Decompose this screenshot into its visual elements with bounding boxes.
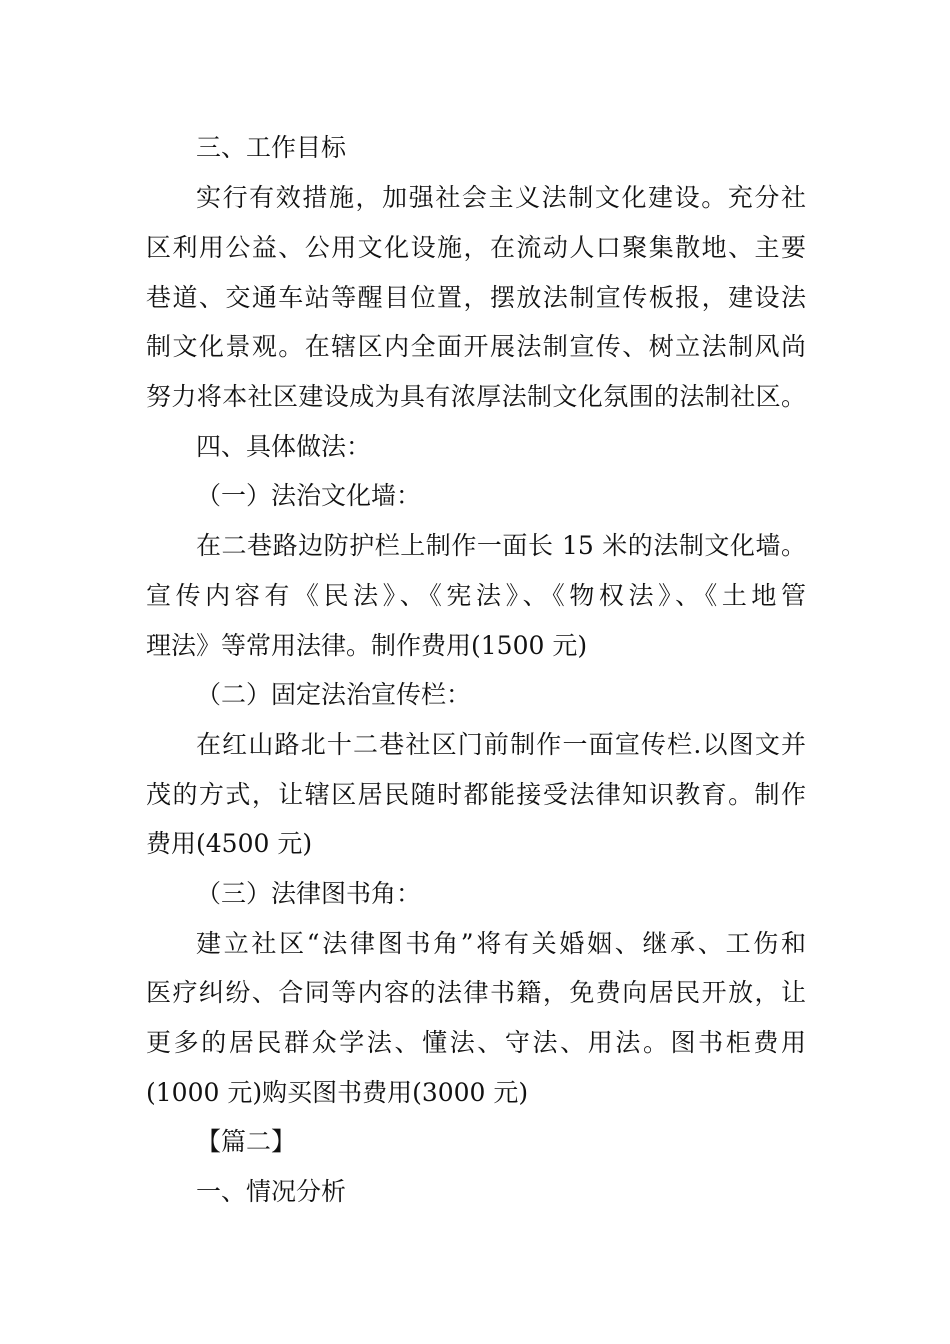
paragraph-line: 在红山路北十二巷社区门前制作一面宣传栏.以图文并 bbox=[196, 730, 806, 759]
paragraph-line: 医疗纠纷、合同等内容的法律书籍，免费向居民开放，让 bbox=[146, 978, 806, 1007]
heading-work-goals: 三、工作目标 bbox=[196, 133, 347, 162]
paragraph-line: (1000 元)购买图书费用(3000 元) bbox=[146, 1078, 529, 1107]
paragraph-line: 努力将本社区建设成为具有浓厚法制文化氛围的法制社区。 bbox=[146, 382, 806, 411]
paragraph-line: 制文化景观。在辖区内全面开展法制宣传、树立法制风尚 bbox=[146, 332, 806, 361]
section-title-part-two: 【篇二】 bbox=[196, 1127, 297, 1156]
subheading-culture-wall: （一）法治文化墙： bbox=[196, 481, 422, 510]
subheading-publicity-board: （二）固定法治宣传栏： bbox=[196, 680, 472, 709]
subheading-law-book-corner: （三）法律图书角： bbox=[196, 879, 422, 908]
heading-specific-methods: 四、具体做法： bbox=[196, 432, 372, 461]
paragraph-line: 费用(4500 元) bbox=[146, 829, 313, 858]
paragraph-line: 区利用公益、公用文化设施，在流动人口聚集散地、主要 bbox=[146, 233, 806, 262]
paragraph-line: 宣传内容有《民法》、《宪法》、《物权法》、《土地管 bbox=[146, 581, 806, 610]
paragraph-line: 更多的居民群众学法、懂法、守法、用法。图书柜费用 bbox=[146, 1028, 806, 1057]
paragraph-line: 建立社区“法律图书角”将有关婚姻、继承、工伤和 bbox=[196, 929, 806, 958]
heading-situation-analysis: 一、情况分析 bbox=[196, 1177, 347, 1206]
paragraph-line: 理法》等常用法律。制作费用(1500 元) bbox=[146, 631, 588, 660]
paragraph-line: 巷道、交通车站等醒目位置，摆放法制宣传板报，建设法 bbox=[146, 283, 806, 312]
paragraph-line: 茂的方式，让辖区居民随时都能接受法律知识教育。制作 bbox=[146, 780, 806, 809]
paragraph-line: 在二巷路边防护栏上制作一面长 15 米的法制文化墙。 bbox=[196, 531, 806, 560]
paragraph-line: 实行有效措施，加强社会主义法制文化建设。充分社 bbox=[196, 183, 806, 212]
